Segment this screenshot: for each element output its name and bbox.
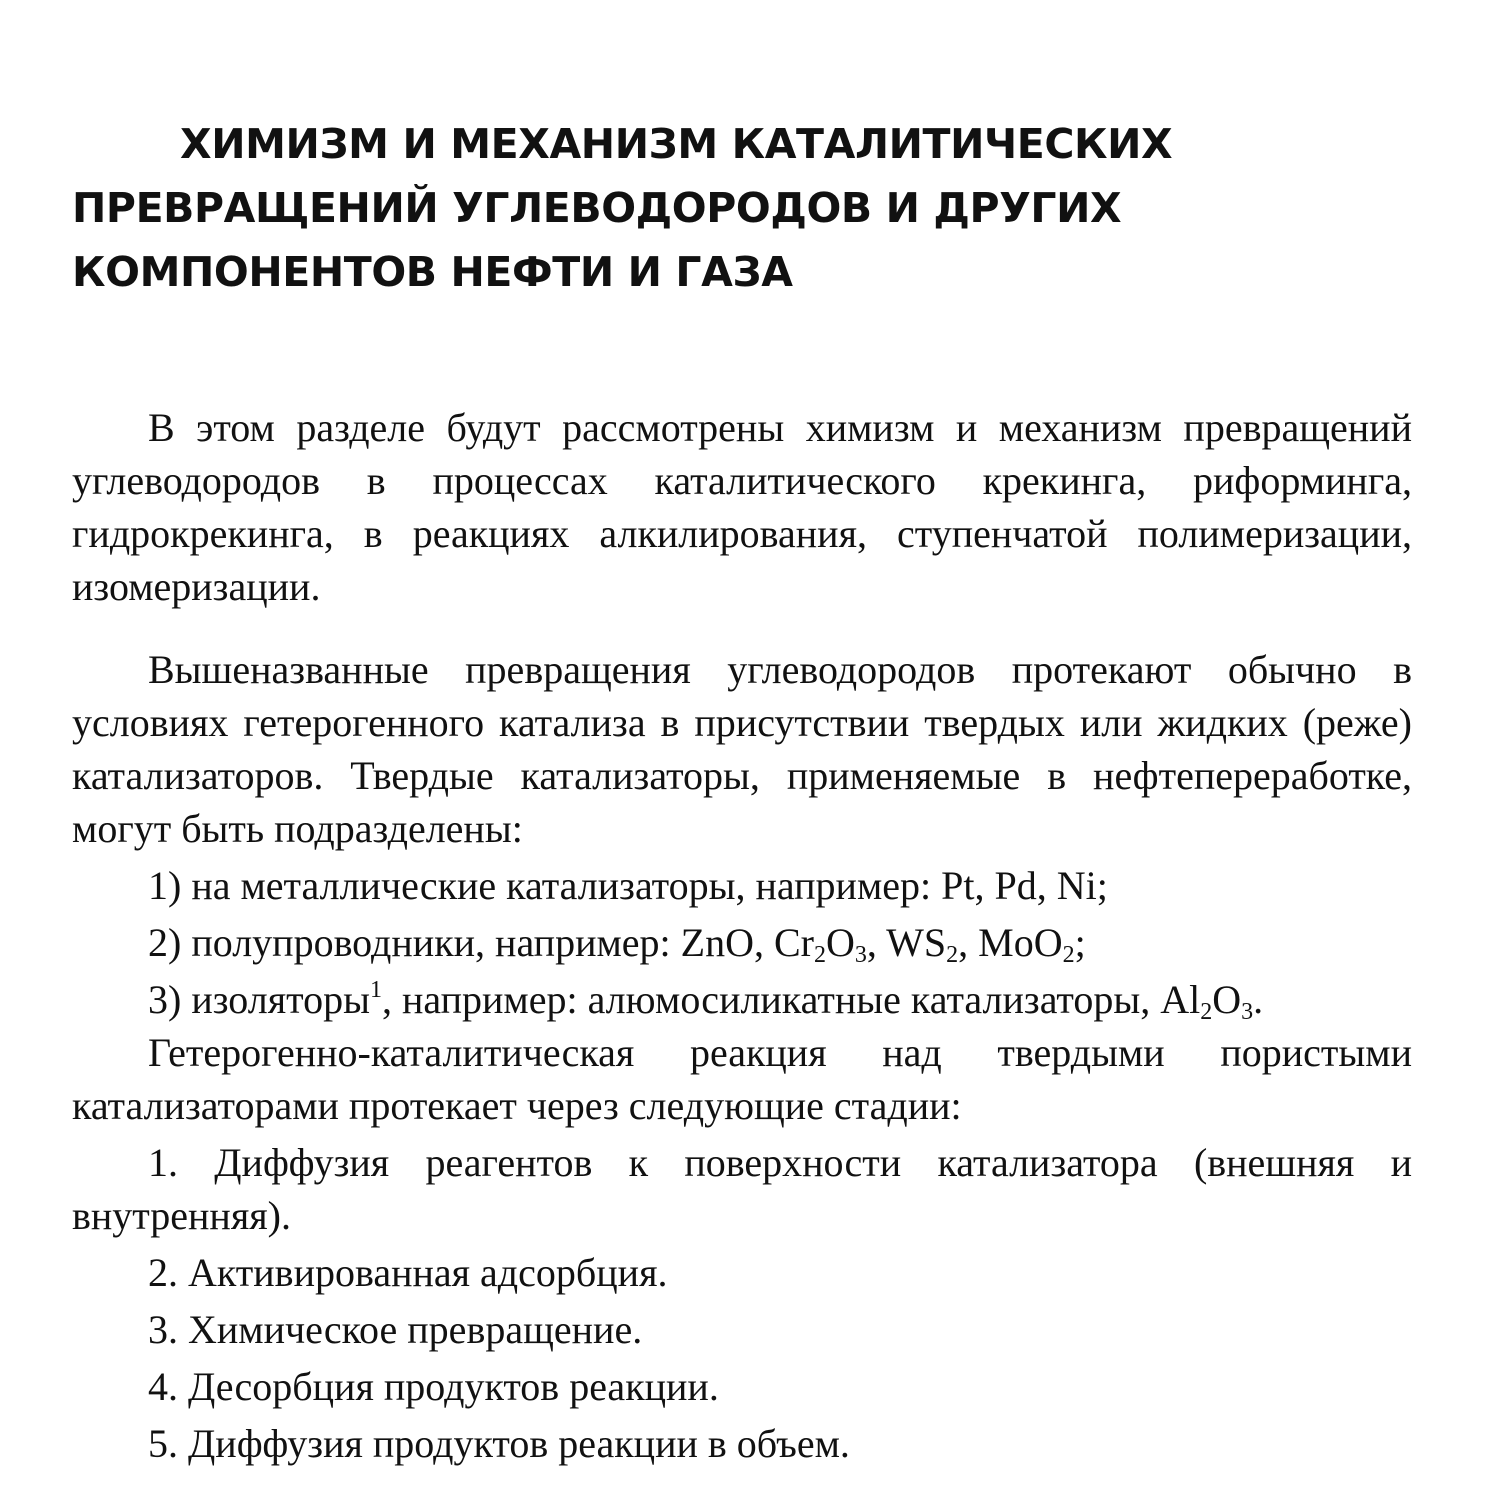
catalyst-type-metal: 1) на металлические катализаторы, например: Pt, Pd, Ni; [148,863,1108,908]
formula-subscript: 2 [1062,942,1075,968]
formula-subscript: 2 [813,942,826,968]
footnote-marker: 1 [369,977,382,1003]
stage-item: 5. Диффузия продуктов реакции в объем. [148,1421,850,1466]
formula-text: , MoO [958,920,1063,965]
formula-subscript: 2 [1200,999,1213,1025]
formula-subscript: 3 [1241,999,1254,1025]
insulators-label: 3) изоляторы [148,977,370,1022]
formula-text: , например: алюмосиликатные катализаторы, Al [381,977,1201,1022]
formula-text: . [1253,977,1264,1022]
intro-paragraph: В этом разделе будут рассмотрены химизм и механизм превращений углеводородов в процессах каталитического крекинга, риформинга, гидрокрекинга, в реакциях алкилирования, ступенчатой полимеризации, изомеризации. [72,405,1412,609]
heading-line-2: ПРЕВРАЩЕНИЙ УГЛЕВОДОРОДОВ И ДРУГИХ [72,184,1122,232]
stage-item: 4. Десорбция продуктов реакции. [148,1364,719,1409]
stage-item: 1. Диффузия реагентов к поверхности катализатора (внешняя и внутренняя). [72,1140,1412,1238]
heading-line-1: ХИМИЗМ И МЕХАНИЗМ КАТАЛИТИЧЕСКИХ [180,120,1173,168]
formula-text: 2) полупроводники, например: ZnO, Cr [148,920,814,965]
catalyst-type-insulators [72,973,1412,1026]
section-heading [72,112,1412,304]
body-text [72,401,1412,1470]
formula-text: ; [1074,920,1086,965]
stage-item: 2. Активированная адсорбция. [148,1250,668,1295]
stages-intro-paragraph: Гетерогенно-каталитическая реакция над твердыми пористыми катализаторами протекает через следующие стадии: [72,1030,1412,1128]
heading-line-3: КОМПОНЕНТОВ НЕФТИ И ГАЗА [72,248,793,296]
formula-subscript: 3 [854,942,867,968]
document-page [72,112,1412,1470]
stage-item: 3. Химическое превращение. [148,1307,643,1352]
formula-text: O [825,920,855,965]
formula-subscript: 2 [946,942,959,968]
formula-text: O [1212,977,1242,1022]
catalyst-type-semiconductors [72,916,1412,969]
formula-text: , WS [866,920,947,965]
catalysis-paragraph: Вышеназванные превращения углеводородов протекают обычно в условиях гетерогенного катализа в присутствии твердых или жидких (реже) катализаторов. Твердые катализаторы, применяемые в нефтепереработке, могут быть подразделены: [72,647,1412,851]
